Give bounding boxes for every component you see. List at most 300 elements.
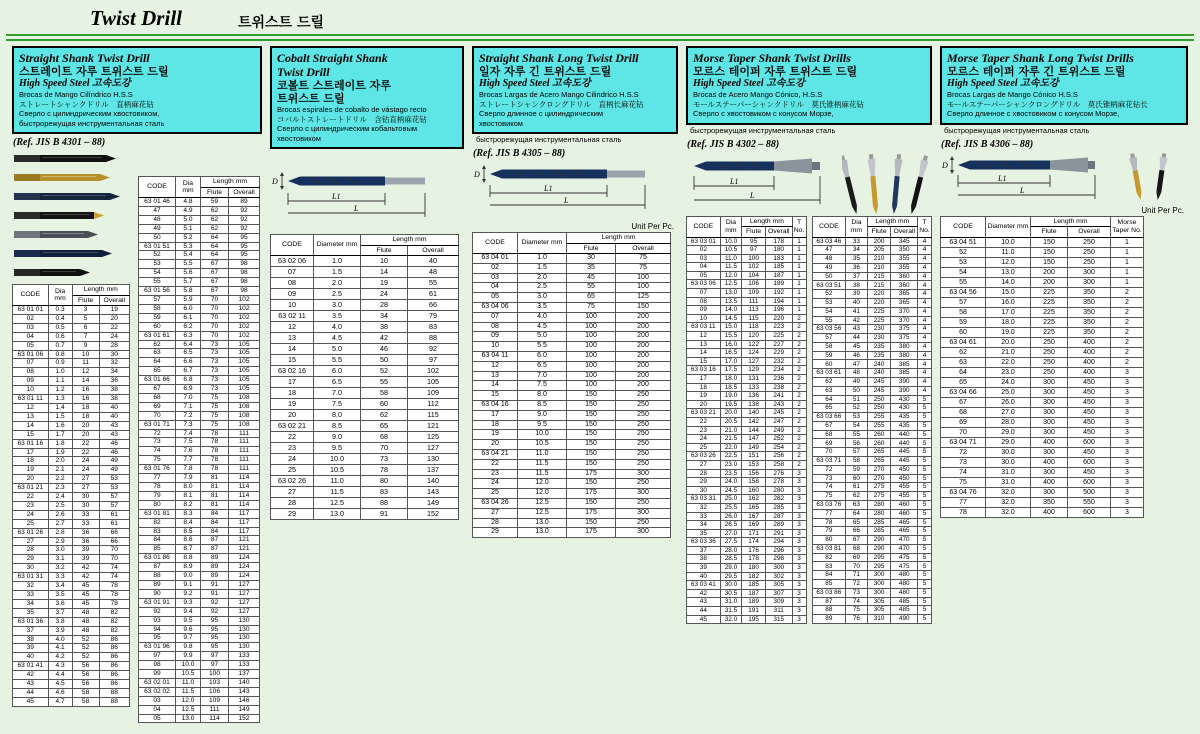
table-row: 63 01 76 7.8 78 111 (139, 465, 260, 474)
col-header-dia: Dia mm (720, 216, 742, 237)
table-row: 10 14.5 115 220 2 (687, 314, 807, 323)
table-row: 63 03 31 25.0 162 282 3 (687, 495, 807, 504)
table-row: 63 03 46 33 200 345 4 (812, 237, 932, 246)
drill-photo (867, 153, 880, 213)
col-header-overall: Overall (99, 295, 129, 306)
table-row: 33 3.5 45 78 (13, 591, 130, 600)
table-row: 63 22.0 250 400 2 (941, 357, 1144, 367)
table-row: 63 01 81 8.3 84 117 (139, 509, 260, 518)
table-row: 63 01 16 1.8 22 46 (13, 439, 130, 448)
table-row: 44 31.5 191 311 3 (687, 607, 807, 616)
table-row: 70 57 265 445 5 (812, 448, 932, 457)
hss-line: High Speed Steel 고속도강 (693, 78, 805, 89)
table-row: 52 11.0 150 250 1 (941, 247, 1144, 257)
hss-line: High Speed Steel 고속도강 (19, 78, 131, 89)
jis-reference: (Ref. JIS B 4301 – 88) (13, 137, 106, 148)
col-header-length: Length mm (742, 216, 792, 227)
table-row: 10 1.2 16 38 (13, 386, 130, 395)
russian-line-below: быстрорежущая инструментальная сталь (476, 135, 622, 144)
table-row: 73 60 270 450 5 (812, 474, 932, 483)
table-row: 63 03 41 30.0 185 305 3 (687, 581, 807, 590)
table-row: 54 5.6 67 98 (139, 269, 260, 278)
size-table-left (686, 216, 807, 625)
col-header-dia: Dia mm (846, 216, 868, 237)
table-row: 63 01 86 8.8 89 124 (139, 554, 260, 563)
col-header-length: Length mm (201, 177, 260, 188)
table-row: 18 18.5 133 238 2 (687, 383, 807, 392)
table-row: 63 02 26 11.0 80 140 (271, 476, 459, 487)
overall-length-label: L (564, 196, 569, 205)
table-row: 28 3.0 39 70 (13, 546, 130, 555)
table-row: 55 14.0 200 300 1 (941, 277, 1144, 287)
table-row: 02 1.5 35 75 (473, 263, 671, 273)
col-header-overall: Overall (1068, 227, 1111, 238)
table-row: 60 47 240 385 4 (812, 360, 932, 369)
table-row: 77 32.0 350 550 3 (941, 497, 1144, 507)
table-row: 28 12.5 88 149 (271, 498, 459, 509)
table-row: 63 04 56 15.0 225 350 2 (941, 287, 1144, 297)
col-header-overall: Overall (891, 227, 918, 238)
table-row: 88 75 305 485 5 (812, 606, 932, 615)
section-long-twist (472, 46, 678, 538)
table-row: 53 5.5 67 98 (139, 260, 260, 269)
table-row: 25 12.0 175 300 (473, 489, 671, 499)
table-row: 74 7.6 78 111 (139, 447, 260, 456)
table-row: 72 30.0 300 450 3 (941, 447, 1144, 457)
table-row: 63 03 56 43 230 375 4 (812, 325, 932, 334)
table-row: 64 23.0 250 400 3 (941, 367, 1144, 377)
table-row: 44 4.6 58 88 (13, 688, 130, 697)
table-row: 65 24.0 300 450 3 (941, 377, 1144, 387)
col-header-length: Length mm (867, 216, 917, 227)
table-row: 34 26.5 169 289 3 (687, 521, 807, 530)
table-row: 05 0.7 9 28 (13, 341, 130, 350)
jis-reference: (Ref. JIS B 4305 – 88) (473, 148, 566, 159)
table-row: 32 3.4 45 78 (13, 582, 130, 591)
col-header-code: CODE (687, 216, 721, 237)
table-row: 37 28.0 176 296 3 (687, 546, 807, 555)
unit-per-pc-label: Unit Per Pc. (631, 222, 674, 231)
table-row: 27 11.5 83 143 (271, 487, 459, 498)
table-row: 47 4.9 62 92 (139, 206, 260, 215)
table-row: 75 31.0 400 600 3 (941, 477, 1144, 487)
table-row: 18 7.0 58 109 (271, 388, 459, 399)
table-row: 63 02 01 11.0 103 140 (139, 678, 260, 687)
table-row: 75 7.7 78 111 (139, 456, 260, 465)
col-header-overall: Overall (765, 227, 792, 238)
table-row: 30 24.5 160 280 3 (687, 486, 807, 495)
col-header-flute: Flute (867, 227, 891, 238)
table-row: 78 32.0 400 600 3 (941, 507, 1144, 517)
table-row: 63 01 51 5.3 64 95 (139, 242, 260, 251)
flute-length-label: L1 (730, 176, 739, 186)
table-row: 85 8.7 87 121 (139, 545, 260, 554)
table-row: 63 03 11 15.0 118 223 2 (687, 323, 807, 332)
table-row: 62 6.4 73 105 (139, 340, 260, 349)
table-row: 63 02 16 6.0 52 102 (271, 366, 459, 377)
table-row: 55 42 225 370 4 (812, 316, 932, 325)
table-row: 45 32.0 195 315 3 (687, 615, 807, 624)
table-row: 08 13.5 111 194 1 (687, 297, 807, 306)
table-row: 74 31.0 300 450 3 (941, 467, 1144, 477)
table-row: 70 7.2 75 108 (139, 411, 260, 420)
table-row: 07 4.0 100 200 (473, 312, 671, 322)
table-row: 63 03 61 48 240 385 4 (812, 369, 932, 378)
table-row: 29 24.0 158 278 3 (687, 478, 807, 487)
flute-length-label: L1 (544, 184, 553, 193)
table-row: 62 21.0 250 400 2 (941, 347, 1144, 357)
drill-diagram (686, 152, 838, 210)
table-row: 63 04 01 1.0 30 75 (473, 254, 671, 264)
table-row: 03 11.0 100 183 1 (687, 254, 807, 263)
table-row: 63 01 66 6.8 73 105 (139, 376, 260, 385)
table-row: 63 02 06 1.0 10 40 (271, 256, 459, 267)
drill-tip (958, 160, 970, 169)
section-header-box (940, 46, 1188, 125)
table-row: 23 9.5 70 127 (271, 443, 459, 454)
col-header-flute: Flute (201, 187, 229, 198)
col-header-flute: Flute (567, 243, 616, 254)
table-row: 08 4.5 100 200 (473, 322, 671, 332)
table-row: 63 04 11 6.0 100 200 (473, 351, 671, 361)
table-row: 25 22.0 149 254 2 (687, 443, 807, 452)
table-row: 78 8.0 81 114 (139, 483, 260, 492)
section-title-ko: 모르스 테이퍼 자루 트위스트 드릴 (693, 65, 858, 78)
table-row: 04 12.5 111 149 (139, 705, 260, 714)
table-row: 69 7.1 75 108 (139, 402, 260, 411)
table-row: 04 2.5 55 100 (473, 283, 671, 293)
diameter-label: D (272, 177, 278, 186)
section-title-en-2: Twist Drill (277, 65, 330, 79)
table-row: 05 13.0 114 152 (139, 714, 260, 723)
table-row: 19 10.0 150 250 (473, 430, 671, 440)
table-row: 07 0.9 11 32 (13, 359, 130, 368)
size-table-right (812, 216, 933, 625)
spanish-line: Brocas de Mango Cilíndrico H.S.S (19, 90, 133, 99)
size-table (472, 232, 671, 538)
table-row: 63 01 01 0.3 3 19 (13, 306, 130, 315)
table-row: 63 04 66 25.0 300 450 3 (941, 387, 1144, 397)
table-row: 19 2.1 24 49 (13, 466, 130, 475)
table-row: 64 51 250 430 5 (812, 395, 932, 404)
col-header-overall: Overall (408, 245, 459, 256)
size-table (940, 216, 1144, 518)
table-row: 60 19.0 225 350 2 (941, 327, 1144, 337)
table-row: 67 54 255 435 5 (812, 421, 932, 430)
table-row: 63 03 36 27.5 174 294 3 (687, 538, 807, 547)
table-row: 40 4.2 52 86 (13, 653, 130, 662)
drill-shank (607, 171, 645, 178)
table-row: 63 01 96 9.8 95 130 (139, 643, 260, 652)
table-row: 49 5.1 62 92 (139, 224, 260, 233)
table-row: 09 2.5 24 61 (271, 289, 459, 300)
russian-line-1: Сверло длинное с хвостовиком с конусом Морзе, (947, 109, 1120, 118)
table-row: 63 04 16 8.5 150 250 (473, 400, 671, 410)
drill-shank (385, 178, 425, 185)
section-title-ko: 스트레이트 자루 트위스트 드릴 (19, 65, 169, 78)
russian-line-2: хвостовиком (277, 133, 321, 143)
section-title-ko: 모르스 테이퍼 자루 긴 트위스트 드릴 (947, 65, 1126, 78)
drill-photo (1154, 152, 1168, 200)
drill-photo (908, 154, 928, 214)
size-table-large-diameters (138, 176, 260, 723)
table-row: 80 67 290 470 5 (812, 536, 932, 545)
table-row: 73 7.5 78 111 (139, 438, 260, 447)
table-row: 30 3.2 42 74 (13, 564, 130, 573)
japanese-chinese-line: コバルトストレートドリル 含钴直柄麻花钻 (277, 114, 427, 124)
table-row: 13 1.5 18 40 (13, 412, 130, 421)
section-title-en: Straight Shank Twist Drill (19, 51, 150, 65)
table-row: 77 64 280 460 5 (812, 509, 932, 518)
table-row: 04 0.6 7 24 (13, 332, 130, 341)
drill-diagram (472, 161, 672, 215)
table-row: 27 12.5 175 300 (473, 508, 671, 518)
table-row: 03 2.0 45 100 (473, 273, 671, 283)
table-row: 28 13.0 150 250 (473, 518, 671, 528)
table-row: 10 5.5 100 200 (473, 342, 671, 352)
table-row: 63 04 06 3.5 75 150 (473, 302, 671, 312)
col-header-length: Length mm (1031, 216, 1111, 227)
table-row: 52 5.4 64 95 (139, 251, 260, 260)
table-row: 12 1.4 18 40 (13, 403, 130, 412)
table-row: 63 02 11 3.5 34 79 (271, 311, 459, 322)
section-title-ko: 코볼트 스트레이트 자루 (277, 79, 391, 92)
table-row: 63 01 61 6.3 70 102 (139, 331, 260, 340)
table-row: 69 56 260 440 5 (812, 439, 932, 448)
table-row: 89 76 310 490 5 (812, 615, 932, 624)
table-row: 63 04 61 20.0 250 400 2 (941, 337, 1144, 347)
table-row: 23 2.5 30 57 (13, 501, 130, 510)
table-row: 63 01 36 3.8 48 82 (13, 617, 130, 626)
section-morse-taper-long (940, 46, 1188, 518)
table-row: 72 59 270 450 5 (812, 465, 932, 474)
section-header-box (472, 46, 678, 134)
table-row: 24 2.6 33 61 (13, 510, 130, 519)
table-row: 20 8.0 62 115 (271, 410, 459, 421)
table-row: 63 03 51 38 215 360 4 (812, 281, 932, 290)
page-title: Twist Drill (90, 6, 182, 30)
table-row: 03 12.0 109 146 (139, 696, 260, 705)
table-row: 12 15.5 120 225 2 (687, 332, 807, 341)
table-row: 63 01 11 1.3 16 38 (13, 395, 130, 404)
table-row: 19 19.0 136 241 2 (687, 392, 807, 401)
table-row: 63 01 41 4.3 56 86 (13, 662, 130, 671)
table-row: 08 1.0 12 34 (13, 368, 130, 377)
table-row: 97 9.9 97 133 (139, 652, 260, 661)
section-header-box (270, 46, 464, 149)
russian-line-1: Сверло с хвостовиком с конусом Морзе, (693, 109, 834, 118)
section-straight-shank (12, 46, 262, 722)
table-row: 58 45 235 380 4 (812, 342, 932, 351)
table-row: 87 8.9 89 124 (139, 563, 260, 572)
table-row: 93 9.5 95 130 (139, 616, 260, 625)
spanish-line: Brocas Largas de Acero Mango Cilindrico H.S.S (479, 90, 639, 99)
diameter-label: D (474, 170, 480, 179)
drill-tip (490, 170, 502, 179)
table-row: 92 9.4 92 127 (139, 607, 260, 616)
drill-photo (890, 153, 903, 213)
green-double-rule (6, 34, 1194, 41)
col-header-taper-no: T No. (918, 216, 932, 237)
table-row: 24 10.0 73 130 (271, 454, 459, 465)
table-row: 10 3.0 28 66 (271, 300, 459, 311)
section-title-en: Morse Taper Shank Twist Drills (693, 51, 851, 65)
table-row: 58 6.0 70 102 (139, 304, 260, 313)
table-row: 17 6.5 55 105 (271, 377, 459, 388)
table-row: 23 11.5 175 300 (473, 469, 671, 479)
table-row: 95 9.7 95 130 (139, 634, 260, 643)
table-row: 14 7.5 100 200 (473, 381, 671, 391)
col-header-overall: Overall (616, 243, 671, 254)
jis-reference: (Ref. JIS B 4306 – 88) (941, 138, 1034, 150)
drill-photo (14, 250, 112, 257)
table-row: 48 35 210 355 4 (812, 255, 932, 264)
jis-reference: (Ref. JIS B 4302 – 88) (687, 138, 780, 150)
table-row: 63 01 21 2.3 27 53 (13, 484, 130, 493)
table-row: 85 72 300 480 5 (812, 579, 932, 588)
table-row: 63 01 91 9.3 92 127 (139, 598, 260, 607)
col-header-flute: Flute (361, 245, 408, 256)
table-row: 35 3.7 48 82 (13, 608, 130, 617)
table-row: 47 34 205 350 4 (812, 246, 932, 255)
table-row: 07 13.0 109 192 1 (687, 289, 807, 298)
table-row: 09 1.1 14 36 (13, 377, 130, 386)
table-row: 22 11.5 150 250 (473, 459, 671, 469)
table-row: 42 30.5 187 307 3 (687, 589, 807, 598)
table-row: 80 8.2 81 114 (139, 500, 260, 509)
table-row: 52 39 220 365 4 (812, 290, 932, 299)
table-row: 12 4.0 38 83 (271, 322, 459, 333)
table-row: 25 10.5 78 137 (271, 465, 459, 476)
col-header-diameter: Diameter mm (518, 233, 567, 254)
table-row: 63 01 31 3.3 42 74 (13, 573, 130, 582)
table-row: 83 70 295 475 5 (812, 562, 932, 571)
table-row: 43 31.0 189 309 3 (687, 598, 807, 607)
drill-tip (288, 177, 300, 186)
drill-photo (14, 231, 98, 238)
table-row: 17 18.0 131 236 2 (687, 375, 807, 384)
drill-photo (14, 155, 116, 162)
russian-line-2: хвостовиком (479, 118, 523, 128)
table-row: 57 16.0 225 350 2 (941, 297, 1144, 307)
table-row: 87 74 305 485 5 (812, 597, 932, 606)
table-row: 63 04 51 10.0 150 250 1 (941, 237, 1144, 247)
table-row: 24 21.5 147 252 2 (687, 435, 807, 444)
table-row: 74 61 275 455 5 (812, 483, 932, 492)
table-row: 35 27.0 171 291 3 (687, 529, 807, 538)
table-row: 57 5.9 70 102 (139, 295, 260, 304)
table-row: 63 04 21 11.0 150 250 (473, 449, 671, 459)
col-header-flute: Flute (1031, 227, 1068, 238)
table-row: 63 03 16 17.5 129 234 2 (687, 366, 807, 375)
table-row: 84 8.6 87 121 (139, 536, 260, 545)
section-morse-taper (686, 46, 932, 624)
col-header-diameter: Diameter mm (314, 235, 361, 256)
table-row: 18 9.5 150 250 (473, 420, 671, 430)
taper-shank (1050, 157, 1088, 172)
section-title-ko: 일자 자루 긴 트위스트 드릴 (479, 65, 612, 78)
spanish-line: Brocas de Acero Mango Cónico, H.S.S (693, 90, 823, 99)
table-row: 68 7.0 75 108 (139, 393, 260, 402)
table-row: 20 2.2 27 53 (13, 475, 130, 484)
table-row: 63 04 76 32.0 300 500 3 (941, 487, 1144, 497)
table-row: 15 8.0 150 250 (473, 391, 671, 401)
table-row: 43 4.5 56 86 (13, 680, 130, 689)
table-row: 63 03 71 58 265 445 5 (812, 457, 932, 466)
col-header-code: CODE (13, 285, 49, 306)
table-row: 78 65 285 465 5 (812, 518, 932, 527)
table-row: 58 17.0 225 350 2 (941, 307, 1144, 317)
drill-tip (694, 161, 706, 170)
table-row: 62 49 245 390 4 (812, 378, 932, 387)
table-row: 27 2.9 36 66 (13, 537, 130, 546)
table-row: 63 03 21 20.0 140 245 2 (687, 409, 807, 418)
table-row: 68 27.0 300 450 3 (941, 407, 1144, 417)
table-row: 39 4.1 52 86 (13, 644, 130, 653)
table-row: 67 26.0 300 450 3 (941, 397, 1144, 407)
japanese-chinese-line: モールステーパーシャンクドリル 莫氏锥柄麻花钻 (693, 99, 864, 109)
table-row: 75 62 275 455 5 (812, 492, 932, 501)
diameter-label: D (942, 160, 948, 170)
japanese-chinese-line: ストレートシャンクロングドリル 直柄长麻花钻 (479, 99, 644, 109)
drill-diagram (270, 167, 458, 223)
table-row: 14 16.5 124 229 2 (687, 349, 807, 358)
table-row: 63 02 02 11.5 106 143 (139, 687, 260, 696)
table-row: 63 03 01 10.0 95 178 1 (687, 237, 807, 246)
col-header-code: CODE (139, 177, 176, 198)
section-header-box (686, 46, 932, 125)
table-row: 59 18.0 225 350 2 (941, 317, 1144, 327)
drill-photo (14, 269, 90, 276)
table-row: 59 46 235 380 4 (812, 351, 932, 360)
section-title-en: Morse Taper Shank Long Twist Drills (947, 51, 1134, 65)
unit-per-pc-label: Unit Per Pc. (1141, 205, 1184, 215)
table-row: 29 13.0 91 152 (271, 509, 459, 520)
table-row: 59 6.1 70 102 (139, 313, 260, 322)
table-row: 69 28.0 300 450 3 (941, 417, 1144, 427)
table-row: 79 8.1 81 114 (139, 491, 260, 500)
overall-length-label: L (1020, 185, 1025, 195)
table-row: 45 4.7 58 88 (13, 697, 130, 706)
table-row: 42 4.4 56 86 (13, 671, 130, 680)
table-row: 63 03 06 12.5 106 189 1 (687, 280, 807, 289)
section-title-en: Straight Shank Long Twist Drill (479, 51, 639, 65)
table-row: 98 10.0 97 133 (139, 661, 260, 670)
col-header-length: Length mm (72, 285, 129, 296)
russian-line-2: быстрорежущая инструментальная сталь (19, 118, 165, 128)
table-row: 82 69 295 475 5 (812, 553, 932, 562)
table-row: 54 41 225 370 4 (812, 307, 932, 316)
table-row: 33 26.0 167 287 3 (687, 512, 807, 521)
table-row: 09 5.0 100 200 (473, 332, 671, 342)
table-row: 29 13.0 175 300 (473, 528, 671, 538)
overall-length-label: L (750, 190, 755, 200)
table-row: 23 21.0 144 249 2 (687, 426, 807, 435)
table-row: 82 8.4 84 117 (139, 518, 260, 527)
table-row: 63 02 21 8.5 65 121 (271, 421, 459, 432)
table-row: 73 30.0 400 600 3 (941, 457, 1144, 467)
table-row: 88 9.0 89 124 (139, 572, 260, 581)
table-row: 05 3.0 65 125 (473, 293, 671, 303)
table-row: 63 01 46 4.8 59 89 (139, 198, 260, 207)
hss-line: High Speed Steel 고속도강 (947, 78, 1059, 89)
table-row: 25 2.7 33 61 (13, 519, 130, 528)
table-row: 40 29.5 182 302 3 (687, 572, 807, 581)
table-row: 32 25.5 165 285 3 (687, 503, 807, 512)
russian-line-1: Сверло с цилиндрическим кобальтовым (277, 124, 418, 133)
table-row: 08 2.0 19 55 (271, 278, 459, 289)
japanese-chinese-line: モールステーパーシャンクロングドリル 莫氏锥柄麻花钻长 (947, 99, 1148, 109)
